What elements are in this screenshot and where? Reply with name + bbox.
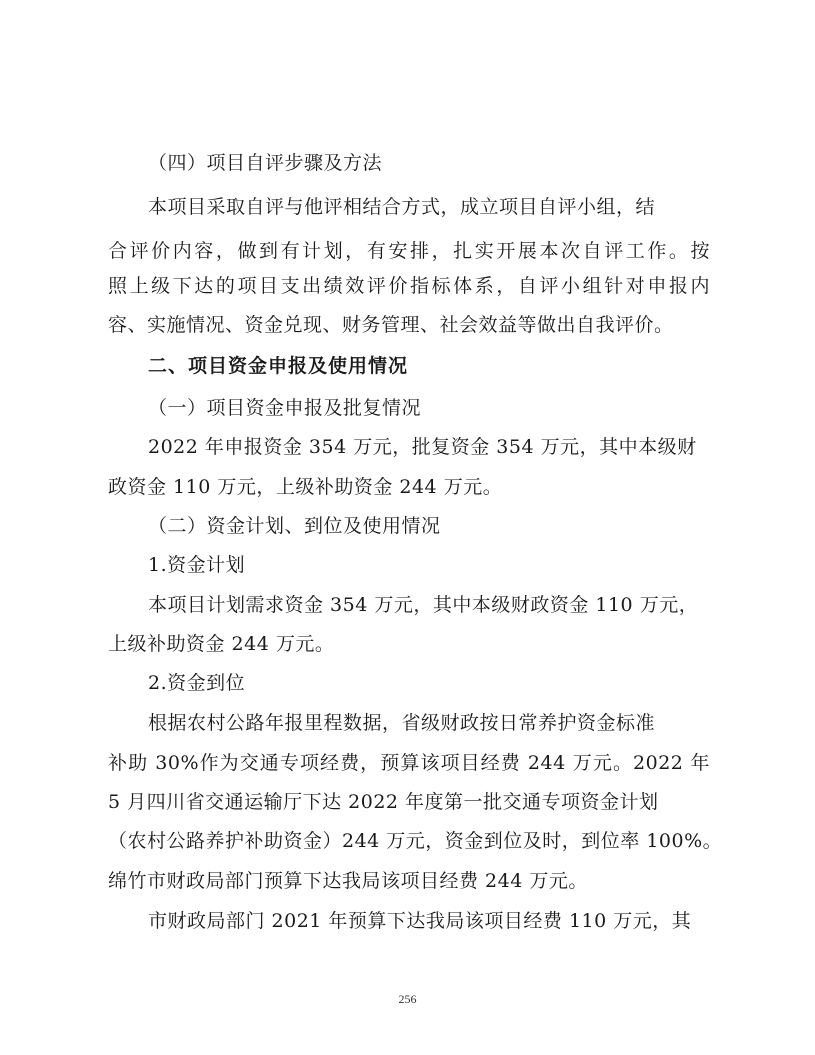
- paragraph-line: 5 月四川省交通运输厅下达 2022 年度第一批交通专项资金计划: [108, 791, 659, 813]
- subheading-funding-declaration: （一）项目资金申报及批复情况: [148, 397, 422, 419]
- paragraph-line: 2022 年申报资金 354 万元，批复资金 354 万元，其中本级财: [148, 436, 697, 458]
- paragraph-line: 绵竹市财政局部门预算下达我局该项目经费 244 万元。: [108, 870, 588, 892]
- paragraph-line: 根据农村公路年报里程数据，省级财政按日常养护资金标准: [148, 712, 656, 734]
- paragraph-line: 上级补助资金 244 万元。: [108, 633, 335, 655]
- paragraph-line: 补助 30%作为交通专项经费，预算该项目经费 244 万元。2022 年: [108, 752, 710, 774]
- subheading-step-4: （四）项目自评步骤及方法: [148, 152, 383, 174]
- paragraph-line: 容、实施情况、资金兑现、财务管理、社会效益等做出自我评价。: [108, 314, 674, 336]
- item-heading-funding-arrival: 2.资金到位: [148, 672, 246, 694]
- section-heading-2: 二、项目资金申报及使用情况: [148, 355, 409, 377]
- item-heading-funding-plan: 1.资金计划: [148, 554, 246, 576]
- paragraph-line: 本项目计划需求资金 354 万元，其中本级财政资金 110 万元，: [148, 594, 699, 616]
- paragraph-line: 合评价内容，做到有计划，有安排，扎实开展本次自评工作。按: [108, 240, 710, 262]
- paragraph-line: 照上级下达的项目支出绩效评价指标体系，自评小组针对申报内: [108, 275, 710, 297]
- paragraph-line: （农村公路养护补助资金）244 万元，资金到位及时，到位率 100%。: [108, 830, 723, 852]
- subheading-funding-plan: （二）资金计划、到位及使用情况: [148, 515, 441, 537]
- paragraph-line: 政资金 110 万元，上级补助资金 244 万元。: [108, 476, 503, 498]
- paragraph-line: 本项目采取自评与他评相结合方式，成立项目自评小组，结: [148, 196, 656, 218]
- paragraph-line: 市财政局部门 2021 年预算下达我局该项目经费 110 万元，其: [148, 910, 692, 932]
- page-number: 256: [398, 992, 417, 1006]
